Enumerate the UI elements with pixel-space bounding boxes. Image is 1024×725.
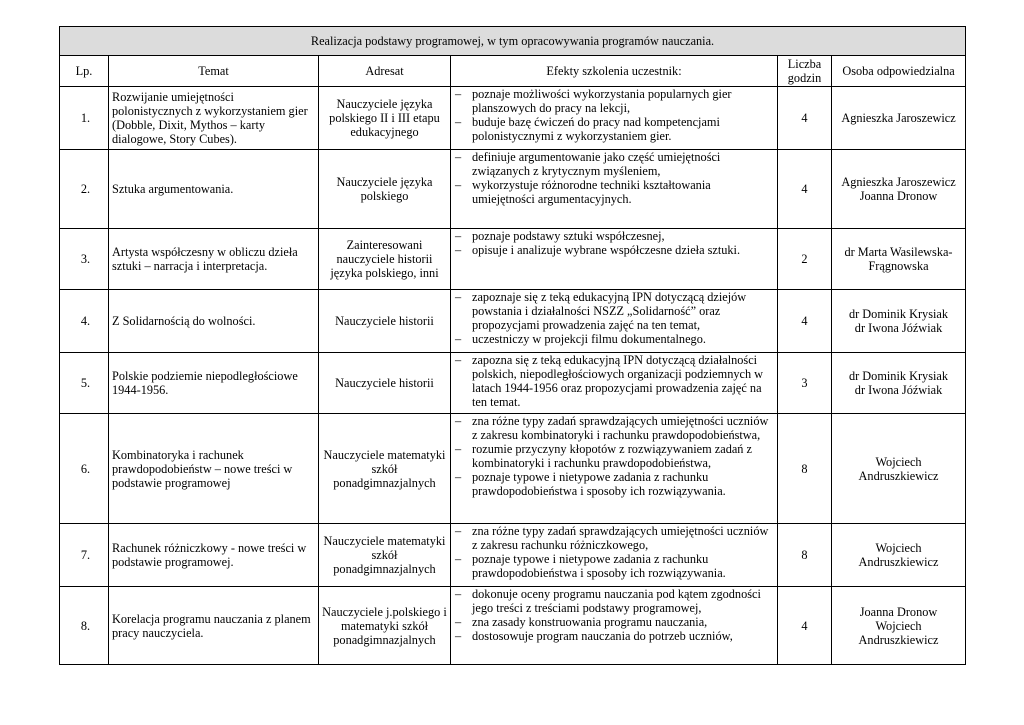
row-temat: Polskie podziemie niepodległościowe 1944-1956. (109, 353, 319, 414)
row-efekty (451, 414, 778, 524)
row-osoba (832, 414, 966, 524)
efekty-item: – uczestniczy w projekcji filmu dokumentalnego. (455, 332, 775, 346)
row-osoba (832, 290, 966, 353)
table-row (60, 414, 966, 524)
osoba-name: dr Iwona Jóźwiak (854, 321, 943, 335)
header-adresat: Adresat (319, 56, 451, 87)
row-temat: Rozwijanie umiejętności polonistycznych z wykorzystaniem gier (Dobble, Dixit, Mythos – karty dialogowe, Story Cubes). (109, 87, 319, 150)
row-adresat: Nauczyciele historii (319, 290, 451, 353)
row-efekty (451, 524, 778, 587)
table-row (60, 524, 966, 587)
row-liczba-godzin: 3 (778, 353, 832, 414)
row-osoba (832, 524, 966, 587)
table-row (60, 229, 966, 290)
efekty-list (455, 414, 775, 498)
row-lp: 2. (60, 150, 109, 229)
table-row (60, 150, 966, 229)
row-lp: 4. (60, 290, 109, 353)
row-lp: 1. (60, 87, 109, 150)
row-lp: 5. (60, 353, 109, 414)
efekty-item: – rozumie przyczyny kłopotów z rozwiązywaniem zadań z kombinatoryki i rachunku prawdopodobieństwa, (455, 442, 775, 470)
header-temat: Temat (109, 56, 319, 87)
row-efekty (451, 87, 778, 150)
row-temat: Kombinatoryka i rachunek prawdopodobieństw – nowe treści w podstawie programowej (109, 414, 319, 524)
row-adresat: Nauczyciele j.polskiego i matematyki szkół ponadgimnazjalnych (319, 587, 451, 665)
osoba-name: Wojciech (875, 541, 922, 555)
row-liczba-godzin: 8 (778, 414, 832, 524)
row-liczba-godzin: 4 (778, 290, 832, 353)
header-osoba: Osoba odpowiedzialna (832, 56, 966, 87)
efekty-item: – wykorzystuje różnorodne techniki kształtowania umiejętności argumentacyjnych. (455, 178, 775, 206)
header-row (60, 56, 966, 87)
efekty-item: – poznaje typowe i nietypowe zadania z rachunku prawdopodobieństwa i sposoby ich rozwiązywania. (455, 470, 775, 498)
row-osoba (832, 353, 966, 414)
osoba-name: Andruszkiewicz (858, 555, 939, 569)
efekty-list (455, 87, 775, 143)
row-adresat: Nauczyciele języka polskiego II i III etapu edukacyjnego (319, 87, 451, 150)
row-efekty (451, 290, 778, 353)
row-liczba-godzin: 8 (778, 524, 832, 587)
training-table (59, 26, 966, 665)
row-osoba (832, 229, 966, 290)
efekty-list (455, 150, 775, 206)
row-lp: 7. (60, 524, 109, 587)
efekty-item: – zapoznaje się z teką edukacyjną IPN dotyczącą dziejów powstania i działalności NSZZ „Solidarność” oraz propozycjami prowadzenia zajęć na ten temat, (455, 290, 775, 332)
table-row (60, 87, 966, 150)
row-temat: Z Solidarnością do wolności. (109, 290, 319, 353)
efekty-item: – opisuje i analizuje wybrane współczesne dzieła sztuki. (455, 243, 775, 257)
efekty-item: – poznaje typowe i nietypowe zadania z rachunku prawdopodobieństwa i sposoby ich rozwiązywania. (455, 552, 775, 580)
row-osoba (832, 587, 966, 665)
osoba-name: Agnieszka Jaroszewicz (841, 175, 956, 189)
efekty-item: – poznaje podstawy sztuki współczesnej, (455, 229, 775, 243)
row-temat: Rachunek różniczkowy - nowe treści w podstawie programowej. (109, 524, 319, 587)
efekty-item: – zna zasady konstruowania programu nauczania, (455, 615, 775, 629)
row-liczba-godzin: 4 (778, 150, 832, 229)
table-row (60, 290, 966, 353)
row-efekty (451, 229, 778, 290)
row-efekty (451, 150, 778, 229)
osoba-name: Agnieszka Jaroszewicz (841, 111, 956, 125)
table-row (60, 353, 966, 414)
efekty-item: – dokonuje oceny programu nauczania pod kątem zgodności jego treści z treściami podstawy programowej, (455, 587, 775, 615)
row-adresat: Zainteresowani nauczyciele historii języka polskiego, inni (319, 229, 451, 290)
row-osoba (832, 87, 966, 150)
osoba-name: Joanna Dronow (859, 189, 938, 203)
row-lp: 8. (60, 587, 109, 665)
table-row (60, 587, 966, 665)
osoba-name: Joanna Dronow (859, 604, 938, 619)
row-osoba (832, 150, 966, 229)
row-lp: 6. (60, 414, 109, 524)
efekty-list (455, 587, 775, 643)
row-efekty (451, 587, 778, 665)
osoba-name: Wojciech (875, 618, 922, 633)
row-adresat: Nauczyciele języka polskiego (319, 150, 451, 229)
row-liczba-godzin: 4 (778, 587, 832, 665)
osoba-name: dr Iwona Jóźwiak (854, 383, 943, 397)
osoba-name: Wojciech (875, 454, 922, 469)
row-liczba-godzin: 2 (778, 229, 832, 290)
row-adresat: Nauczyciele matematyki szkół ponadgimnazjalnych (319, 414, 451, 524)
osoba-name: dr Dominik Krysiak (848, 307, 949, 321)
header-efekty: Efekty szkolenia uczestnik: (451, 56, 778, 87)
row-adresat: Nauczyciele matematyki szkół ponadgimnazjalnych (319, 524, 451, 587)
row-efekty (451, 353, 778, 414)
osoba-name: dr Dominik Krysiak (848, 369, 949, 383)
efekty-item: – zapozna się z teką edukacyjną IPN dotyczącą działalności polskich, niepodległościowych organizacji podziemnych w latach 1944-1956 oraz propozycjami prowadzenia zajęć na ten temat. (455, 353, 775, 409)
header-lp: Lp. (60, 56, 109, 87)
efekty-item: – buduje bazę ćwiczeń do pracy nad kompetencjami polonistycznymi z wykorzystaniem gier. (455, 115, 775, 143)
row-temat: Korelacja programu nauczania z planem pracy nauczyciela. (109, 587, 319, 665)
header-liczba-godzin: Liczba godzin (778, 56, 832, 87)
osoba-name: dr Marta Wasilewska-Frągnowska (844, 245, 953, 273)
row-lp: 3. (60, 229, 109, 290)
efekty-item: – dostosowuje program nauczania do potrzeb uczniów, (455, 629, 775, 643)
row-temat: Artysta współczesny w obliczu dzieła sztuki – narracja i interpretacja. (109, 229, 319, 290)
efekty-item: – zna różne typy zadań sprawdzających umiejętności uczniów z zakresu rachunku różniczkowego, (455, 524, 775, 552)
efekty-item: – poznaje możliwości wykorzystania popularnych gier planszowych do pracy na lekcji, (455, 87, 775, 115)
efekty-list (455, 524, 775, 580)
osoba-name: Andruszkiewicz (858, 632, 939, 647)
row-adresat: Nauczyciele historii (319, 353, 451, 414)
efekty-list (455, 229, 775, 257)
title-row (60, 27, 966, 56)
efekty-item: – zna różne typy zadań sprawdzających umiejętności uczniów z zakresu kombinatoryki i rachunku prawdopodobieństwa, (455, 414, 775, 442)
efekty-list (455, 290, 775, 346)
row-liczba-godzin: 4 (778, 87, 832, 150)
row-temat: Sztuka argumentowania. (109, 150, 319, 229)
efekty-list (455, 353, 775, 409)
table-title: Realizacja podstawy programowej, w tym opracowywania programów nauczania. (60, 27, 966, 56)
efekty-item: – definiuje argumentowanie jako część umiejętności związanych z krytycznym myśleniem, (455, 150, 775, 178)
osoba-name: Andruszkiewicz (858, 468, 939, 483)
